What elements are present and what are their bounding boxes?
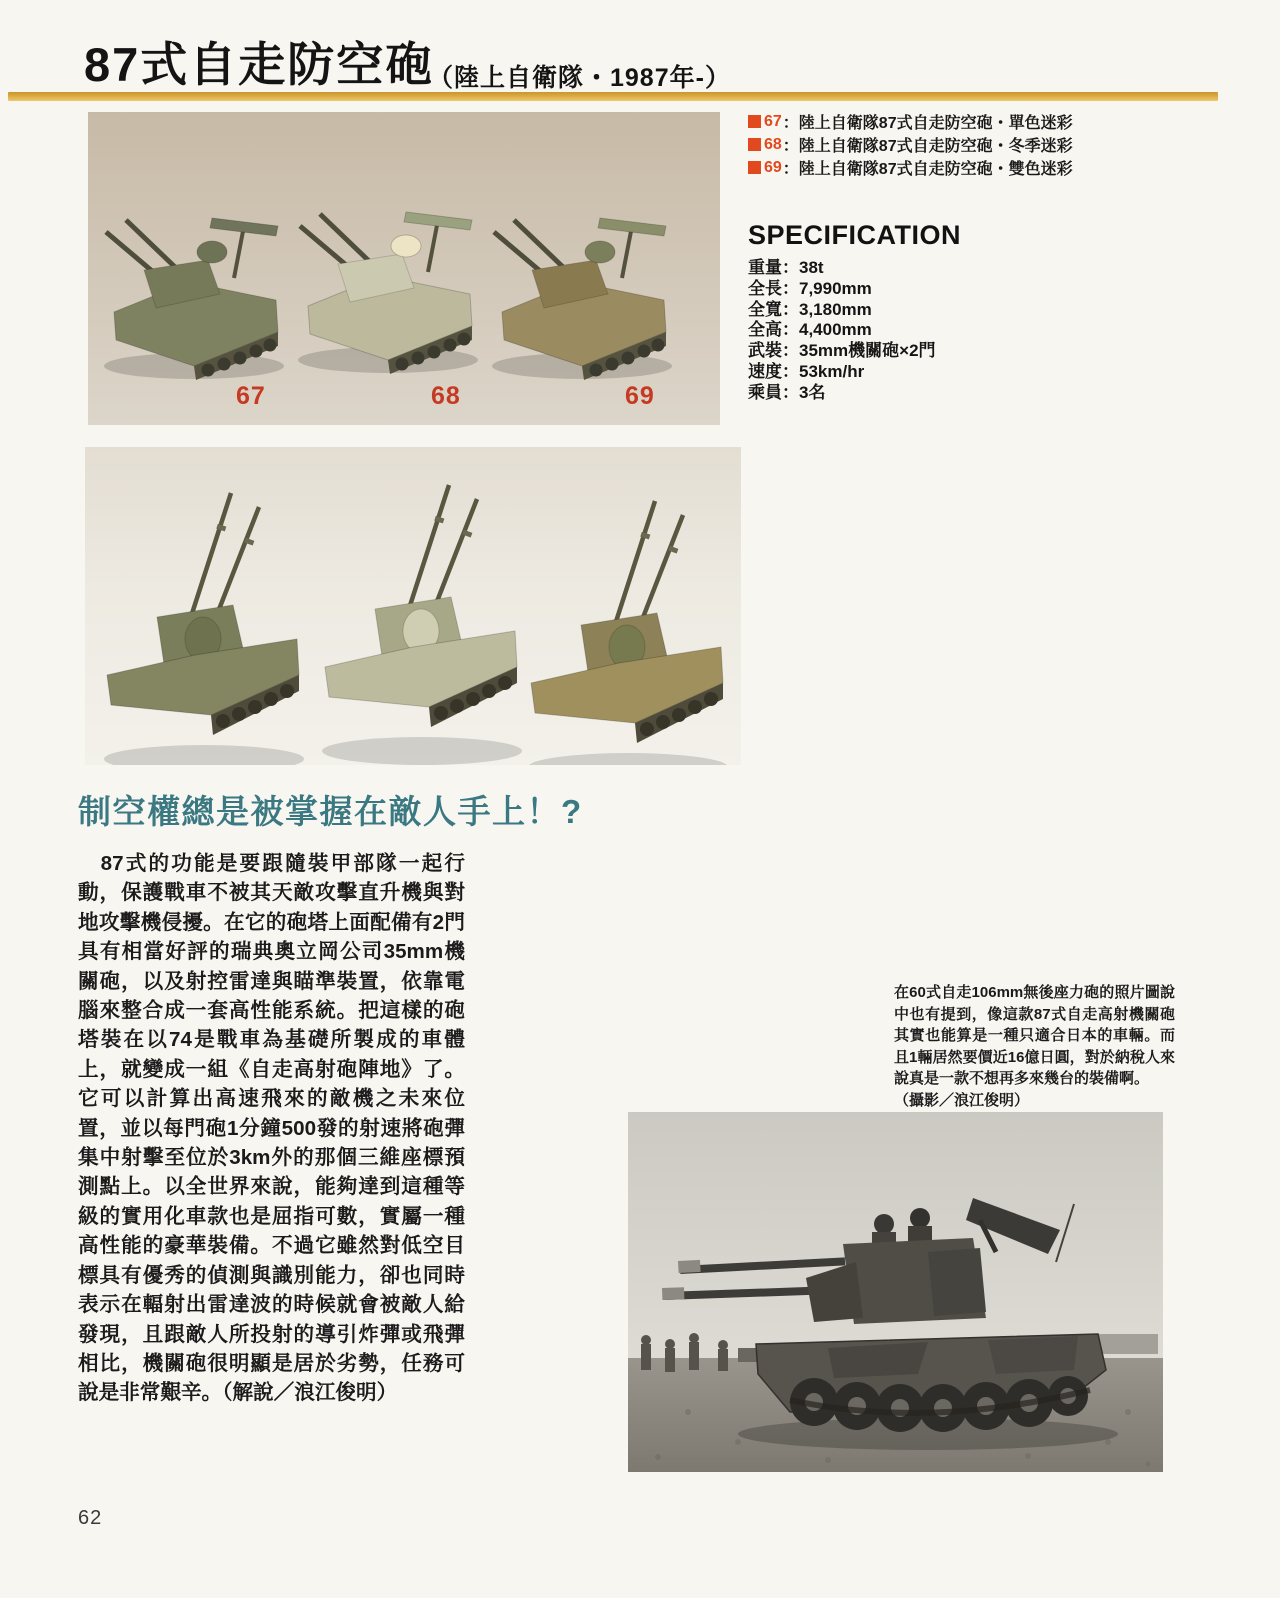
caption-text: ：陸上自衛隊87式自走防空砲・單色迷彩	[782, 115, 1073, 132]
caption-line-67	[748, 110, 1073, 133]
photo-caption-list	[748, 110, 1073, 179]
caption-number: 68	[764, 135, 782, 153]
crew-member	[910, 1208, 930, 1228]
spec-height: 全高：4,400mm	[748, 320, 872, 340]
page-number: 62	[78, 1507, 103, 1529]
real-vehicle-photo	[628, 1112, 1163, 1472]
spec-width: 全寬：3,180mm	[748, 299, 872, 319]
specification-heading: SPECIFICATION	[748, 220, 962, 250]
gold-divider-rule	[8, 92, 1218, 101]
model-photo-bottom	[85, 447, 741, 765]
photo3-caption-credit: （攝影／浪江俊明）	[894, 1091, 1030, 1109]
red-square-icon	[748, 138, 761, 151]
photo3-caption-text: 在60式自走106mm無後座力砲的照片圖說中也有提到，像這款87式自走高射機關砲其實也能算是一種只適合日本的車輛。而且1輛居然要價近16億日圓，對於納稅人來說真是一款不想再多來幾台的裝備啊。	[894, 984, 1175, 1088]
spec-armament: 武裝：35mm機關砲×2門	[748, 341, 936, 361]
spec-weight: 重量：38t	[748, 258, 824, 277]
specification-section	[748, 220, 1168, 404]
caption-line-69	[748, 156, 1073, 179]
spec-speed: 速度：53km/hr	[748, 361, 865, 381]
article-body-text: 87式的功能是要跟隨裝甲部隊一起行動，保護戰車不被其天敵攻擊直升機與對地攻擊機侵擾。在它的砲塔上面配備有2門具有相當好評的瑞典奧立岡公司35mm機關砲，以及射控雷達與瞄準裝置，依靠電腦來整合成一套高性能系統。把這樣的砲塔裝在以74是戰車為基礎所製成的車體上，就變成一組《自走高射砲陣地》了。它可以計算出高速飛來的敵機之未來位置，並以每門砲1分鐘500發的射速將砲彈集中射擊至位於3km外的那個三維座標預測點上。以全世界來說，能夠達到這種等級的實用化車款也是屈指可數，實屬一種高性能的豪華裝備。不過它雖然對低空目標具有優秀的偵測與識別能力，卻也同時表示在輻射出雷達波的時候就會被敵人給發現，且跟敵人所投射的導引炸彈或飛彈相比，機關砲很明顯是居於劣勢，任務可說是非常艱辛。（解說／浪江俊明）	[78, 852, 465, 1405]
photo-label-67: 67	[236, 382, 266, 410]
caption-text: ：陸上自衛隊87式自走防空砲・雙色迷彩	[782, 161, 1073, 178]
model-photo-bottom-illustration	[85, 447, 741, 765]
red-square-icon	[748, 161, 761, 174]
caption-number: 67	[764, 112, 782, 130]
real-vehicle-illustration	[628, 1112, 1163, 1472]
model-photo-top-illustration	[88, 112, 720, 425]
article-heading: 制空權總是被掌握在敵人手上！?	[78, 793, 583, 830]
page-subtitle: （陸上自衛隊・1987年-）	[428, 64, 731, 92]
page-title: 87式自走防空砲	[84, 38, 435, 91]
spec-crew: 乘員：3名	[748, 382, 826, 402]
caption-text: ：陸上自衛隊87式自走防空砲・冬季迷彩	[782, 138, 1073, 155]
photo3-caption	[894, 982, 1175, 1112]
crew-member	[874, 1214, 894, 1234]
caption-line-68	[748, 133, 1073, 156]
caption-number: 69	[764, 158, 782, 176]
photo-label-69: 69	[625, 382, 655, 410]
photo-label-68: 68	[431, 382, 461, 410]
model-photo-top	[88, 112, 720, 425]
red-square-icon	[748, 115, 761, 128]
spec-length: 全長：7,990mm	[748, 278, 872, 298]
